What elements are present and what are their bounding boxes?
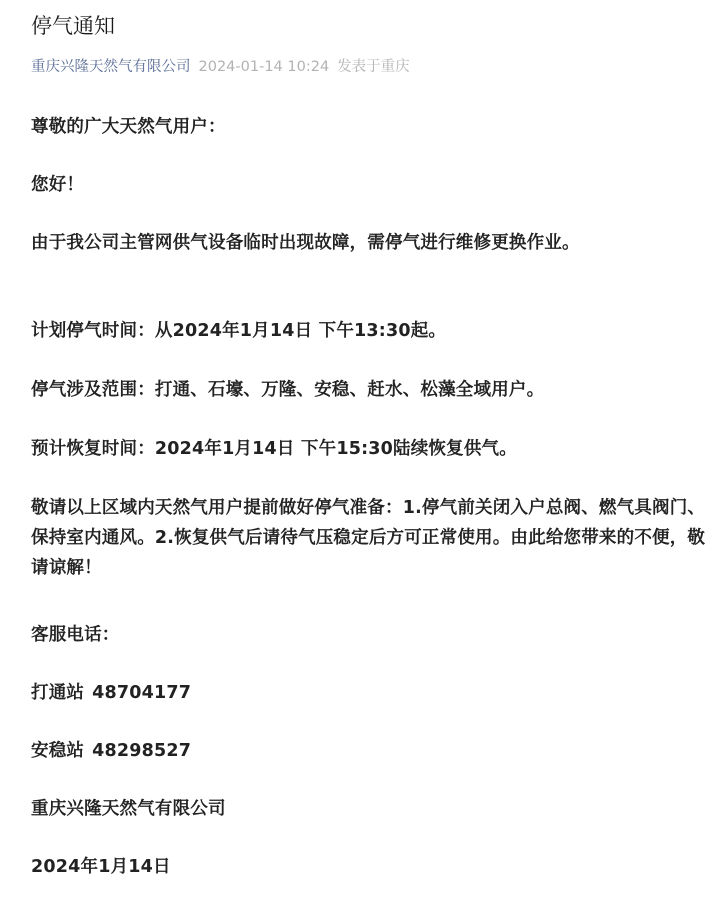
account-name-link[interactable]: 重庆兴隆天然气有限公司 — [31, 59, 191, 75]
preparation-notice-paragraph: 敬请以上区域内天然气用户提前做好停气准备：1.停气前关闭入户总阀、燃气具阀门、保持室内通风。2.恢复供气后请待气压稳定后方可正常使用。由此给您带来的不便，敬请谅解！ — [31, 498, 706, 578]
station-contact-row — [31, 736, 711, 766]
salutation-paragraph: 尊敬的广大天然气用户： — [31, 117, 226, 137]
signature-date: 2024年1月14日 — [31, 857, 171, 877]
article-meta — [31, 56, 410, 78]
restore-time-paragraph: 预计恢复时间：2024年1月14日 下午15:30陆续恢复供气。 — [31, 439, 517, 459]
outage-scope-paragraph: 停气涉及范围：打通、石壕、万隆、安稳、赶水、松藻全域用户。 — [31, 380, 545, 400]
hotline-label: 客服电话： — [31, 625, 120, 645]
publish-location: 发表于重庆 — [337, 59, 410, 75]
station-phone: 48298527 — [92, 741, 192, 761]
article-title: 停气通知 — [31, 14, 115, 38]
station-name: 安稳站 — [31, 741, 85, 761]
reason-paragraph: 由于我公司主管网供气设备临时出现故障，需停气进行维修更换作业。 — [31, 233, 580, 253]
publish-datetime: 2024-01-14 10:24 — [198, 59, 330, 75]
station-contact-row — [31, 678, 711, 708]
outage-start-paragraph: 计划停气时间：从2024年1月14日 下午13:30起。 — [31, 321, 447, 341]
station-phone: 48704177 — [92, 683, 192, 703]
station-name: 打通站 — [31, 683, 85, 703]
signature-company: 重庆兴隆天然气有限公司 — [31, 799, 226, 819]
greeting-paragraph: 您好！ — [31, 175, 85, 195]
